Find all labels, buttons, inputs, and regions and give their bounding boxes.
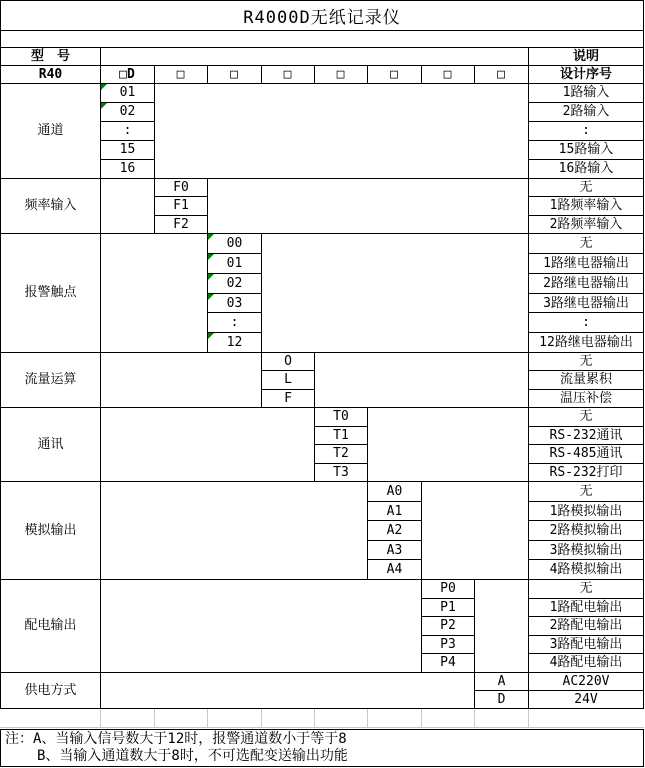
desc-cell: 1路模拟输出 bbox=[549, 503, 623, 519]
code-cell: A4 bbox=[386, 561, 403, 577]
desc-cell: 无 bbox=[579, 581, 593, 596]
desc-cell: 3路模拟输出 bbox=[549, 542, 623, 558]
code-placeholder-cell: □ bbox=[176, 67, 185, 82]
desc-cell: 15路输入 bbox=[558, 142, 614, 157]
section-label: 报警触点 bbox=[24, 285, 77, 300]
desc-cell: 无 bbox=[579, 483, 593, 499]
comment-marker-icon bbox=[208, 254, 214, 260]
desc-header-cell: 说明 bbox=[572, 49, 599, 64]
code-cell: A bbox=[497, 673, 506, 689]
grid-line-vertical bbox=[207, 709, 208, 727]
desc-cell: 1路输入 bbox=[562, 85, 610, 100]
code-placeholder-cell: □ bbox=[283, 67, 292, 82]
code-cell: A1 bbox=[386, 503, 403, 519]
code-cell: 12 bbox=[226, 334, 243, 350]
desc-cell: 2路继电器输出 bbox=[543, 275, 629, 291]
comment-marker-icon bbox=[208, 234, 214, 240]
code-cell: P0 bbox=[440, 581, 456, 596]
code-cell: T0 bbox=[333, 409, 349, 424]
desc-cell: 1路配电输出 bbox=[549, 600, 623, 615]
code-cell: 01 bbox=[119, 85, 136, 100]
desc-cell: 无 bbox=[579, 353, 593, 369]
desc-cell: RS-232打印 bbox=[549, 465, 623, 480]
code-cell: T3 bbox=[333, 465, 349, 480]
code-cell: P3 bbox=[440, 637, 456, 652]
section-label: 流量运算 bbox=[24, 372, 77, 387]
grid-line-vertical bbox=[261, 709, 262, 727]
code-cell: T2 bbox=[333, 446, 349, 461]
desc-cell: 2路模拟输出 bbox=[549, 522, 623, 538]
desc-cell: RS-232通讯 bbox=[549, 428, 623, 443]
desc-cell: 2路输入 bbox=[562, 104, 610, 119]
code-cell: T1 bbox=[333, 428, 349, 443]
comment-marker-icon bbox=[208, 274, 214, 280]
desc-cell: 3路继电器输出 bbox=[543, 295, 629, 311]
desc-cell: : bbox=[582, 314, 590, 330]
code-cell: P2 bbox=[440, 618, 456, 633]
code-cell: P4 bbox=[440, 655, 456, 670]
grid-line-horizontal bbox=[0, 708, 644, 709]
code-cell: F0 bbox=[173, 179, 189, 195]
code-placeholder-cell: □ bbox=[230, 67, 238, 82]
code-cell: 00 bbox=[226, 235, 243, 251]
code-cell: F2 bbox=[173, 216, 189, 232]
desc-cell: : bbox=[582, 123, 590, 138]
comment-marker-icon bbox=[101, 103, 107, 109]
desc-cell: 无 bbox=[579, 235, 593, 251]
desc-cell: 1路继电器输出 bbox=[543, 255, 629, 271]
desc-cell: 无 bbox=[579, 179, 593, 195]
page-title: R4000D无纸记录仪 bbox=[243, 8, 401, 28]
grid-line-horizontal bbox=[0, 47, 644, 48]
grid-line-vertical bbox=[154, 709, 155, 727]
code-cell: A2 bbox=[386, 522, 403, 538]
code-placeholder-cell: □ bbox=[443, 67, 452, 82]
model-prefix-cell: R40 bbox=[38, 67, 63, 82]
desc-cell: AC220V bbox=[562, 673, 610, 689]
code-cell: A3 bbox=[386, 542, 403, 558]
code-placeholder-cell: □ bbox=[497, 67, 505, 82]
design-serial-cell: 设计序号 bbox=[559, 67, 612, 82]
code-cell: P1 bbox=[440, 600, 456, 615]
section-label: 配电输出 bbox=[24, 618, 77, 633]
code-placeholder-cell: □ bbox=[336, 67, 345, 82]
title-bar bbox=[0, 0, 644, 31]
notes-box bbox=[0, 729, 644, 767]
desc-cell: 4路配电输出 bbox=[549, 655, 623, 670]
code-placeholder-cell: □ bbox=[390, 67, 398, 82]
code-cell: D bbox=[497, 691, 506, 707]
code-cell: 02 bbox=[226, 275, 243, 291]
grid-line-vertical bbox=[528, 709, 529, 727]
comment-marker-icon bbox=[208, 294, 214, 300]
code-cell: : bbox=[230, 314, 239, 330]
grid-line-vertical bbox=[100, 709, 101, 727]
desc-cell: 4路模拟输出 bbox=[549, 561, 623, 577]
code-cell: F1 bbox=[173, 197, 189, 213]
comment-marker-icon bbox=[101, 84, 107, 90]
grid-line-vertical bbox=[421, 709, 422, 727]
code-cell: L bbox=[284, 371, 292, 387]
code-cell: O bbox=[284, 353, 292, 369]
code-cell: 01 bbox=[226, 255, 243, 271]
desc-cell: 2路配电输出 bbox=[549, 618, 623, 633]
section-label: 频率输入 bbox=[24, 198, 77, 213]
section-label: 模拟输出 bbox=[24, 522, 77, 538]
desc-cell: 流量累积 bbox=[559, 371, 612, 387]
section-label: 供电方式 bbox=[24, 682, 77, 698]
desc-cell: 16路输入 bbox=[558, 161, 614, 176]
desc-cell: 1路频率输入 bbox=[549, 197, 623, 213]
desc-cell: 24V bbox=[574, 691, 598, 707]
grid-line-vertical bbox=[314, 709, 315, 727]
grid-line-vertical bbox=[474, 709, 475, 727]
code-cell: A0 bbox=[386, 483, 403, 499]
code-cell: 15 bbox=[119, 142, 136, 157]
code-cell: F bbox=[284, 390, 292, 406]
desc-cell: 12路继电器输出 bbox=[539, 334, 633, 350]
desc-cell: 3路配电输出 bbox=[549, 637, 623, 652]
model-header-cell: 型 号 bbox=[30, 49, 70, 64]
note-line-a: 注：A、当输入信号数大于12时，报警通道数小于等于8 bbox=[5, 731, 347, 747]
desc-cell: 无 bbox=[579, 409, 593, 424]
comment-marker-icon bbox=[208, 333, 214, 339]
grid-line-vertical bbox=[367, 709, 368, 727]
desc-cell: 2路频率输入 bbox=[549, 216, 623, 232]
section-label: 通讯 bbox=[37, 436, 64, 452]
desc-cell: RS-485通讯 bbox=[549, 446, 623, 461]
code-cell: 16 bbox=[119, 161, 136, 176]
note-line-b: B、当输入通道数大于8时，不可选配变送输出功能 bbox=[37, 748, 348, 764]
grid-line-horizontal bbox=[0, 727, 644, 728]
code-cell: : bbox=[123, 123, 132, 138]
code-cell: 03 bbox=[226, 295, 243, 311]
code-placeholder-cell: □D bbox=[119, 67, 135, 82]
section-label: 通道 bbox=[37, 123, 64, 138]
desc-cell: 温压补偿 bbox=[559, 390, 612, 406]
code-cell: 02 bbox=[119, 104, 136, 119]
